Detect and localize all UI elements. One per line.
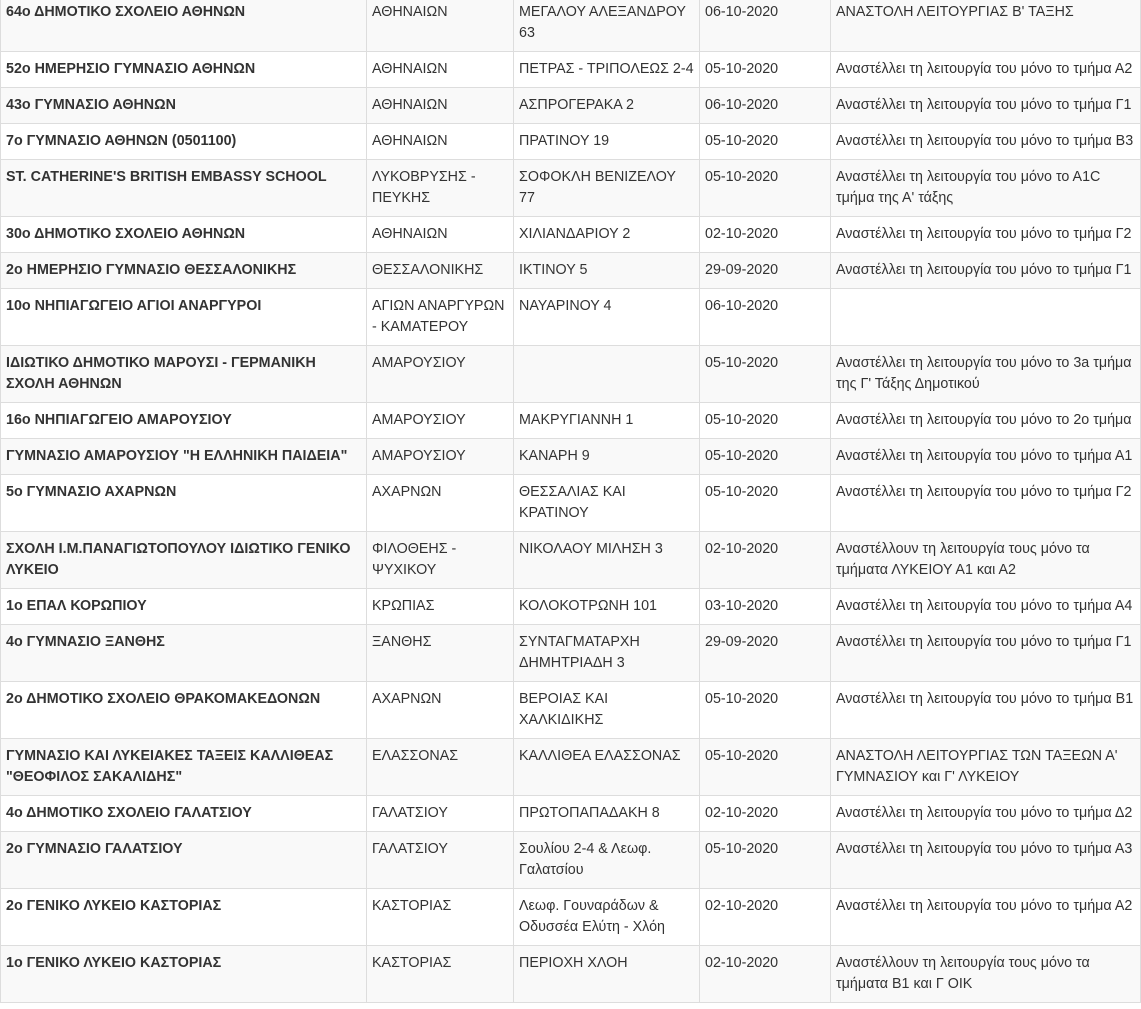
school-name-cell: 16ο ΝΗΠΙΑΓΩΓΕΙΟ ΑΜΑΡΟΥΣΙΟΥ <box>1 403 367 439</box>
note-cell: Αναστέλλει τη λειτουργία του μόνο το τμήμα Β1 <box>831 682 1141 739</box>
municipality-cell: ΓΑΛΑΤΣΙΟΥ <box>367 796 514 832</box>
address-cell: ΠΡΩΤΟΠΑΠΑΔΑΚΗ 8 <box>514 796 700 832</box>
school-name-cell: 64ο ΔΗΜΟΤΙΚΟ ΣΧΟΛΕΙΟ ΑΘΗΝΩΝ <box>1 0 367 52</box>
municipality-cell: ΞΑΝΘΗΣ <box>367 625 514 682</box>
address-cell: ΑΣΠΡΟΓΕΡΑΚΑ 2 <box>514 88 700 124</box>
date-cell: 05-10-2020 <box>700 160 831 217</box>
date-cell: 05-10-2020 <box>700 739 831 796</box>
municipality-cell: ΚΑΣΤΟΡΙΑΣ <box>367 889 514 946</box>
table-row <box>1 403 1141 439</box>
address-cell: Λεωφ. Γουναράδων & Οδυσσέα Ελύτη - Χλόη <box>514 889 700 946</box>
municipality-cell: ΑΜΑΡΟΥΣΙΟΥ <box>367 346 514 403</box>
note-cell: Αναστέλλει τη λειτουργία του μόνο το τμήμα Γ2 <box>831 217 1141 253</box>
table-row <box>1 475 1141 532</box>
address-cell: ΠΕΡΙΟΧΗ ΧΛΟΗ <box>514 946 700 1003</box>
note-cell: Αναστέλλει τη λειτουργία του μόνο το τμήμα Α2 <box>831 889 1141 946</box>
date-cell: 03-10-2020 <box>700 589 831 625</box>
address-cell: ΚΟΛΟΚΟΤΡΩΝΗ 101 <box>514 589 700 625</box>
note-cell: Αναστέλλουν τη λειτουργία τους μόνο τα τμήματα ΛΥΚΕΙΟΥ Α1 και Α2 <box>831 532 1141 589</box>
date-cell: 05-10-2020 <box>700 403 831 439</box>
table-row <box>1 217 1141 253</box>
school-name-cell: ΓΥΜΝΑΣΙΟ ΑΜΑΡΟΥΣΙΟΥ "Η ΕΛΛΗΝΙΚΗ ΠΑΙΔΕΙΑ" <box>1 439 367 475</box>
school-name-cell: 2ο ΔΗΜΟΤΙΚΟ ΣΧΟΛΕΙΟ ΘΡΑΚΟΜΑΚΕΔΟΝΩΝ <box>1 682 367 739</box>
table-row <box>1 889 1141 946</box>
municipality-cell: ΑΘΗΝΑΙΩΝ <box>367 217 514 253</box>
date-cell: 05-10-2020 <box>700 346 831 403</box>
municipality-cell: ΑΧΑΡΝΩΝ <box>367 682 514 739</box>
date-cell: 05-10-2020 <box>700 52 831 88</box>
date-cell: 06-10-2020 <box>700 0 831 52</box>
municipality-cell: ΑΜΑΡΟΥΣΙΟΥ <box>367 403 514 439</box>
table-row <box>1 625 1141 682</box>
municipality-cell: ΑΧΑΡΝΩΝ <box>367 475 514 532</box>
table-row <box>1 346 1141 403</box>
note-cell: Αναστέλλουν τη λειτουργία τους μόνο τα τμήματα Β1 και Γ ΟΙΚ <box>831 946 1141 1003</box>
municipality-cell: ΑΘΗΝΑΙΩΝ <box>367 88 514 124</box>
note-cell: Αναστέλλει τη λειτουργία του μόνο το τμήμα Γ1 <box>831 253 1141 289</box>
date-cell: 05-10-2020 <box>700 475 831 532</box>
date-cell: 02-10-2020 <box>700 946 831 1003</box>
school-name-cell: 7ο ΓΥΜΝΑΣΙΟ ΑΘΗΝΩΝ (0501100) <box>1 124 367 160</box>
address-cell: ΣΥΝΤΑΓΜΑΤΑΡΧΗ ΔΗΜΗΤΡΙΑΔΗ 3 <box>514 625 700 682</box>
municipality-cell: ΑΜΑΡΟΥΣΙΟΥ <box>367 439 514 475</box>
table-body <box>1 0 1141 1003</box>
municipality-cell: ΑΘΗΝΑΙΩΝ <box>367 52 514 88</box>
table-row <box>1 124 1141 160</box>
municipality-cell: ΛΥΚΟΒΡΥΣΗΣ - ΠΕΥΚΗΣ <box>367 160 514 217</box>
note-cell: Αναστέλλει τη λειτουργία του μόνο το 3a τμήμα της Γ' Τάξης Δημοτικού <box>831 346 1141 403</box>
date-cell: 06-10-2020 <box>700 289 831 346</box>
address-cell: ΙΚΤΙΝΟΥ 5 <box>514 253 700 289</box>
table-row <box>1 832 1141 889</box>
school-name-cell: 1ο ΓΕΝΙΚΟ ΛΥΚΕΙΟ ΚΑΣΤΟΡΙΑΣ <box>1 946 367 1003</box>
date-cell: 05-10-2020 <box>700 832 831 889</box>
municipality-cell: ΦΙΛΟΘΕΗΣ - ΨΥΧΙΚΟΥ <box>367 532 514 589</box>
note-cell: ΑΝΑΣΤΟΛΗ ΛΕΙΤΟΥΡΓΙΑΣ ΤΩΝ ΤΑΞΕΩΝ Α' ΓΥΜΝΑΣΙΟΥ και Γ' ΛΥΚΕΙΟΥ <box>831 739 1141 796</box>
school-name-cell: ΣΧΟΛΗ Ι.Μ.ΠΑΝΑΓΙΩΤΟΠΟΥΛΟΥ ΙΔΙΩΤΙΚΟ ΓΕΝΙΚΟ ΛΥΚΕΙΟ <box>1 532 367 589</box>
note-cell: Αναστέλλει τη λειτουργία του μόνο το 2ο τμήμα <box>831 403 1141 439</box>
note-cell: Αναστέλλει τη λειτουργία του μόνο το τμήμα Γ2 <box>831 475 1141 532</box>
school-name-cell: 2ο ΓΕΝΙΚΟ ΛΥΚΕΙΟ ΚΑΣΤΟΡΙΑΣ <box>1 889 367 946</box>
address-cell: ΠΕΤΡΑΣ - ΤΡΙΠΟΛΕΩΣ 2-4 <box>514 52 700 88</box>
school-name-cell: 1ο ΕΠΑΛ ΚΟΡΩΠΙΟΥ <box>1 589 367 625</box>
address-cell: ΒΕΡΟΙΑΣ ΚΑΙ ΧΑΛΚΙΔΙΚΗΣ <box>514 682 700 739</box>
table-row <box>1 682 1141 739</box>
date-cell: 29-09-2020 <box>700 253 831 289</box>
date-cell: 05-10-2020 <box>700 682 831 739</box>
municipality-cell: ΚΑΣΤΟΡΙΑΣ <box>367 946 514 1003</box>
note-cell: Αναστέλλει τη λειτουργία του μόνο το τμήμα Α2 <box>831 52 1141 88</box>
note-cell: Αναστέλλει τη λειτουργία του μόνο το τμήμα Α4 <box>831 589 1141 625</box>
note-cell: Αναστέλλει τη λειτουργία του μόνο το τμήμα Δ2 <box>831 796 1141 832</box>
date-cell: 29-09-2020 <box>700 625 831 682</box>
school-name-cell: 52ο ΗΜΕΡΗΣΙΟ ΓΥΜΝΑΣΙΟ ΑΘΗΝΩΝ <box>1 52 367 88</box>
municipality-cell: ΚΡΩΠΙΑΣ <box>367 589 514 625</box>
school-name-cell: 4ο ΓΥΜΝΑΣΙΟ ΞΑΝΘΗΣ <box>1 625 367 682</box>
school-name-cell: 10ο ΝΗΠΙΑΓΩΓΕΙΟ ΑΓΙΟΙ ΑΝΑΡΓΥΡΟΙ <box>1 289 367 346</box>
municipality-cell: ΓΑΛΑΤΣΙΟΥ <box>367 832 514 889</box>
date-cell: 02-10-2020 <box>700 796 831 832</box>
school-name-cell: 43ο ΓΥΜΝΑΣΙΟ ΑΘΗΝΩΝ <box>1 88 367 124</box>
address-cell: ΚΑΛΛΙΘΕΑ ΕΛΑΣΣΟΝΑΣ <box>514 739 700 796</box>
note-cell: Αναστέλλει τη λειτουργία του μόνο το τμήμα Α3 <box>831 832 1141 889</box>
school-name-cell: 2ο ΗΜΕΡΗΣΙΟ ΓΥΜΝΑΣΙΟ ΘΕΣΣΑΛΟΝΙΚΗΣ <box>1 253 367 289</box>
note-cell: Αναστέλλει τη λειτουργία του μόνο το τμήμα Γ1 <box>831 88 1141 124</box>
school-name-cell: 4ο ΔΗΜΟΤΙΚΟ ΣΧΟΛΕΙΟ ΓΑΛΑΤΣΙΟΥ <box>1 796 367 832</box>
address-cell: ΠΡΑΤΙΝΟΥ 19 <box>514 124 700 160</box>
note-cell: Αναστέλλει τη λειτουργία του μόνο το τμήμα Γ1 <box>831 625 1141 682</box>
address-cell: ΝΙΚΟΛΑΟΥ ΜΙΛΗΣΗ 3 <box>514 532 700 589</box>
note-cell: Αναστέλλει τη λειτουργία του μόνο το τμήμα Β3 <box>831 124 1141 160</box>
date-cell: 02-10-2020 <box>700 532 831 589</box>
municipality-cell: ΑΓΙΩΝ ΑΝΑΡΓΥΡΩΝ - ΚΑΜΑΤΕΡΟΥ <box>367 289 514 346</box>
date-cell: 05-10-2020 <box>700 124 831 160</box>
table-row <box>1 160 1141 217</box>
note-cell: Αναστέλλει τη λειτουργία του μόνο το Α1C τμήμα της Α' τάξης <box>831 160 1141 217</box>
address-cell: ΜΑΚΡΥΓΙΑΝΝΗ 1 <box>514 403 700 439</box>
table-row <box>1 52 1141 88</box>
municipality-cell: ΕΛΑΣΣΟΝΑΣ <box>367 739 514 796</box>
note-cell: Αναστέλλει τη λειτουργία του μόνο το τμήμα Α1 <box>831 439 1141 475</box>
table-row <box>1 946 1141 1003</box>
address-cell: ΜΕΓΑΛΟΥ ΑΛΕΞΑΝΔΡΟΥ 63 <box>514 0 700 52</box>
address-cell: ΚΑΝΑΡΗ 9 <box>514 439 700 475</box>
address-cell <box>514 346 700 403</box>
date-cell: 02-10-2020 <box>700 889 831 946</box>
school-name-cell: 2ο ΓΥΜΝΑΣΙΟ ΓΑΛΑΤΣΙΟΥ <box>1 832 367 889</box>
table-row <box>1 0 1141 52</box>
municipality-cell: ΘΕΣΣΑΛΟΝΙΚΗΣ <box>367 253 514 289</box>
table-row <box>1 289 1141 346</box>
address-cell: ΝΑΥΑΡΙΝΟΥ 4 <box>514 289 700 346</box>
address-cell: ΧΙΛΙΑΝΔΑΡΙΟΥ 2 <box>514 217 700 253</box>
municipality-cell: ΑΘΗΝΑΙΩΝ <box>367 124 514 160</box>
school-name-cell: ΙΔΙΩΤΙΚΟ ΔΗΜΟΤΙΚΟ ΜΑΡΟΥΣΙ - ΓΕΡΜΑΝΙΚΗ ΣΧΟΛΗ ΑΘΗΝΩΝ <box>1 346 367 403</box>
note-cell: ΑΝΑΣΤΟΛΗ ΛΕΙΤΟΥΡΓΙΑΣ Β' ΤΑΞΗΣ <box>831 0 1141 52</box>
municipality-cell: ΑΘΗΝΑΙΩΝ <box>367 0 514 52</box>
school-name-cell: 30ο ΔΗΜΟΤΙΚΟ ΣΧΟΛΕΙΟ ΑΘΗΝΩΝ <box>1 217 367 253</box>
address-cell: ΣΟΦΟΚΛΗ ΒΕΝΙΖΕΛΟΥ 77 <box>514 160 700 217</box>
note-cell <box>831 289 1141 346</box>
table-row <box>1 88 1141 124</box>
school-name-cell: 5ο ΓΥΜΝΑΣΙΟ ΑΧΑΡΝΩΝ <box>1 475 367 532</box>
table-row <box>1 589 1141 625</box>
table-row <box>1 796 1141 832</box>
address-cell: Σουλίου 2-4 & Λεωφ. Γαλατσίου <box>514 832 700 889</box>
date-cell: 02-10-2020 <box>700 217 831 253</box>
school-name-cell: ST. CATHERINE'S BRITISH EMBASSY SCHOOL <box>1 160 367 217</box>
table-row <box>1 253 1141 289</box>
table-row <box>1 532 1141 589</box>
table-row <box>1 439 1141 475</box>
table-row <box>1 739 1141 796</box>
date-cell: 05-10-2020 <box>700 439 831 475</box>
address-cell: ΘΕΣΣΑΛΙΑΣ ΚΑΙ ΚΡΑΤΙΝΟΥ <box>514 475 700 532</box>
school-name-cell: ΓΥΜΝΑΣΙΟ ΚΑΙ ΛΥΚΕΙΑΚΕΣ ΤΑΞΕΙΣ ΚΑΛΛΙΘΕΑΣ "ΘΕΟΦΙΛΟΣ ΣΑΚΑΛΙΔΗΣ" <box>1 739 367 796</box>
date-cell: 06-10-2020 <box>700 88 831 124</box>
